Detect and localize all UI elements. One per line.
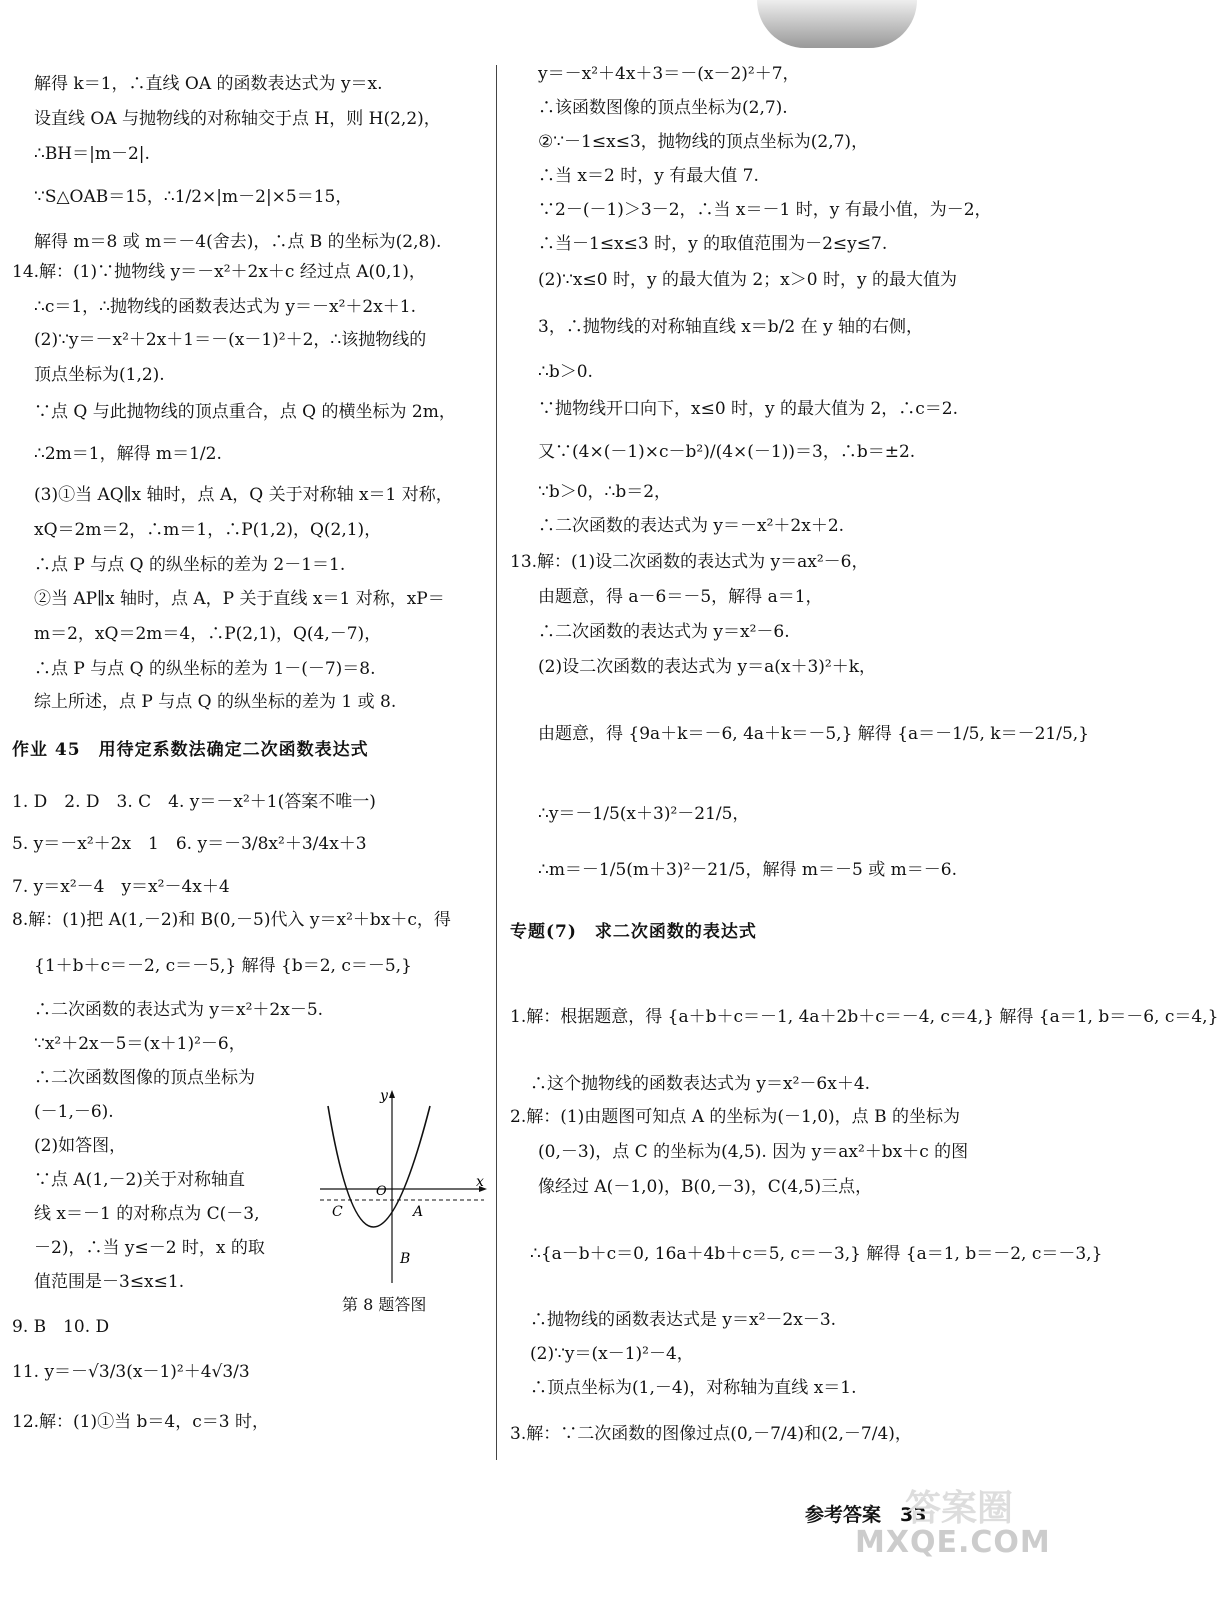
text-line: ∵点 A(1,－2)关于对称轴直 <box>34 1170 245 1190</box>
graph-caption: 第 8 题答图 <box>342 1295 427 1314</box>
text-line: ∴2m＝1，解得 m＝1/2. <box>34 444 222 464</box>
text-line: ∴c＝1，∴抛物线的函数表达式为 y＝－x²＋2x＋1. <box>34 297 417 317</box>
text-line: 解得 k＝1，∴直线 OA 的函数表达式为 y＝x. <box>34 74 383 94</box>
text-line: 5. y＝－x²＋2x 1 6. y＝－3/8x²＋3/4x＋3 <box>12 834 367 854</box>
text-line: ∴当－1≤x≤3 时，y 的取值范围为－2≤y≤7. <box>538 234 888 254</box>
graph-point-c-label: C <box>332 1204 343 1220</box>
page-corner-tab <box>757 0 917 48</box>
text-line: 顶点坐标为(1,2). <box>34 365 165 385</box>
text-line: 值范围是－3≤x≤1. <box>34 1272 185 1292</box>
text-line: 解得 m＝8 或 m＝－4(舍去)，∴点 B 的坐标为(2,8). <box>34 232 442 252</box>
text-line: (2)设二次函数的表达式为 y＝a(x＋3)²＋k， <box>538 657 877 677</box>
text-line: 综上所述，点 P 与点 Q 的纵坐标的差为 1 或 8. <box>34 692 397 712</box>
text-line: ∴二次函数的表达式为 y＝x²＋2x－5. <box>34 1000 324 1020</box>
text-line: 7. y＝x²－4 y＝x²－4x＋4 <box>12 877 230 897</box>
graph-point-b-label: B <box>400 1251 411 1267</box>
text-line: {1＋b＋c＝－2, c＝－5,} 解得 {b＝2, c＝－5,} <box>34 956 412 976</box>
text-line: ∴BH＝|m－2|. <box>34 144 150 164</box>
text-line: y＝－x²＋4x＋3＝－(x－2)²＋7， <box>538 64 800 84</box>
text-line: (3)①当 AQ∥x 轴时，点 A，Q 关于对称轴 x＝1 对称， <box>34 485 453 505</box>
text-line: ∴b＞0. <box>538 362 593 382</box>
parabola-graph <box>318 1088 488 1288</box>
text-line: 又∵(4×(－1)×c－b²)/(4×(－1))＝3，∴b＝±2. <box>538 442 916 462</box>
text-line: xQ＝2m＝2，∴m＝1，∴P(1,2)，Q(2,1)， <box>34 520 382 540</box>
text-line: ∵点 Q 与此抛物线的顶点重合，点 Q 的横坐标为 2m， <box>34 402 456 422</box>
text-line: ②∵－1≤x≤3，抛物线的顶点坐标为(2,7)， <box>538 132 869 152</box>
graph-origin-label: O <box>376 1184 387 1199</box>
text-line: ∴二次函数的表达式为 y＝x²－6. <box>538 622 790 642</box>
text-line: ∴抛物线的函数表达式是 y＝x²－2x－3. <box>530 1310 837 1330</box>
section-heading: 专题(7) 求二次函数的表达式 <box>510 922 757 942</box>
text-line: (－1,－6). <box>34 1102 114 1122</box>
text-line: ∴这个抛物线的函数表达式为 y＝x²－6x＋4. <box>530 1074 871 1094</box>
text-line: (2)∵y＝(x－1)²－4， <box>530 1344 694 1364</box>
text-line: 像经过 A(－1,0)，B(0,－3)，C(4,5)三点， <box>538 1177 873 1197</box>
text-line: (0,－3)，点 C 的坐标为(4,5). 因为 y＝ax²＋bx＋c 的图 <box>538 1142 969 1162</box>
text-line: ∵抛物线开口向下，x≤0 时，y 的最大值为 2，∴c＝2. <box>538 399 959 419</box>
text-line: (2)如答图， <box>34 1136 127 1156</box>
text-line: ∴y＝－1/5(x＋3)²－21/5， <box>538 804 750 824</box>
text-line: 由题意，得 {9a＋k＝－6, 4a＋k＝－5,} 解得 {a＝－1/5, k＝－21/5,} <box>538 724 1090 744</box>
text-line: (2)∵y＝－x²＋2x＋1＝－(x－1)²＋2，∴该抛物线的 <box>34 330 427 350</box>
text-line: 11. y＝－√3/3(x－1)²＋4√3/3 <box>12 1362 250 1382</box>
text-line: ∴顶点坐标为(1,－4)，对称轴为直线 x＝1. <box>530 1378 857 1398</box>
graph-y-label: y <box>380 1088 388 1104</box>
text-line: 设直线 OA 与抛物线的对称轴交于点 H，则 H(2,2)， <box>34 109 441 129</box>
text-line: ∴二次函数图像的顶点坐标为 <box>34 1068 255 1088</box>
watermark: MXQE.COM <box>855 1525 1051 1560</box>
text-line: 9. B 10. D <box>12 1317 110 1337</box>
text-line: ∴m＝－1/5(m＋3)²－21/5，解得 m＝－5 或 m＝－6. <box>538 860 957 880</box>
watermark-logo: 答案圈 <box>905 1488 1014 1529</box>
text-line: 1.解：根据题意，得 {a＋b＋c＝－1, 4a＋2b＋c＝－4, c＝4,} 解得 {a＝1, b＝－6, c＝4,} <box>510 1007 1218 1027</box>
text-line: －2)，∴当 y≤－2 时，x 的取 <box>34 1238 265 1258</box>
page-footer: 参考答案 33 <box>805 1504 927 1526</box>
text-line: 由题意，得 a－6＝－5，解得 a＝1， <box>538 587 823 607</box>
text-line: 2.解：(1)由题图可知点 A 的坐标为(－1,0)，点 B 的坐标为 <box>510 1107 960 1127</box>
text-line: m＝2，xQ＝2m＝4，∴P(2,1)，Q(4,－7)， <box>34 624 382 644</box>
text-line: ∵b＞0，∴b＝2， <box>538 482 672 502</box>
text-line: 3，∴抛物线的对称轴直线 x＝b/2 在 y 轴的右侧， <box>538 317 924 337</box>
text-line: 12.解：(1)①当 b＝4，c＝3 时， <box>12 1412 269 1432</box>
text-line: ∴点 P 与点 Q 的纵坐标的差为 1－(－7)＝8. <box>34 659 376 679</box>
text-line: ∴当 x＝2 时，y 有最大值 7. <box>538 166 759 186</box>
section-heading: 作业 45 用待定系数法确定二次函数表达式 <box>12 740 369 760</box>
graph-point-a-label: A <box>413 1204 424 1220</box>
text-line: ∴{a－b＋c＝0, 16a＋4b＋c＝5, c＝－3,} 解得 {a＝1, b＝－2, c＝－3,} <box>530 1244 1103 1264</box>
text-line: 8.解：(1)把 A(1,－2)和 B(0,－5)代入 y＝x²＋bx＋c，得 <box>12 910 451 930</box>
text-line: ∴二次函数的表达式为 y＝－x²＋2x＋2. <box>538 516 845 536</box>
text-line: 3.解：∵二次函数的图像过点(0,－7/4)和(2,－7/4)， <box>510 1424 912 1444</box>
graph-x-label: x <box>476 1174 484 1190</box>
text-line: ②当 AP∥x 轴时，点 A，P 关于直线 x＝1 对称，xP＝ <box>34 589 445 609</box>
text-line: 1. D 2. D 3. C 4. y＝－x²＋1(答案不唯一) <box>12 792 376 812</box>
text-line: ∵S△OAB＝15，∴1/2×|m－2|×5＝15， <box>34 187 353 207</box>
text-line: ∵x²＋2x－5＝(x＋1)²－6， <box>34 1034 246 1054</box>
text-line: ∴点 P 与点 Q 的纵坐标的差为 2－1＝1. <box>34 555 346 575</box>
text-line: 线 x＝－1 的对称点为 C(－3, <box>34 1204 260 1224</box>
text-line: 14.解：(1)∵抛物线 y＝－x²＋2x＋c 经过点 A(0,1)， <box>12 262 426 282</box>
text-line: (2)∵x≤0 时，y 的最大值为 2；x＞0 时，y 的最大值为 <box>538 270 957 290</box>
text-line: ∴该函数图像的顶点坐标为(2,7). <box>538 98 788 118</box>
text-line: 13.解：(1)设二次函数的表达式为 y＝ax²－6， <box>510 552 869 572</box>
column-divider <box>496 65 497 1460</box>
text-line: ∵2－(－1)＞3－2，∴当 x＝－1 时，y 有最小值，为－2， <box>538 200 992 220</box>
